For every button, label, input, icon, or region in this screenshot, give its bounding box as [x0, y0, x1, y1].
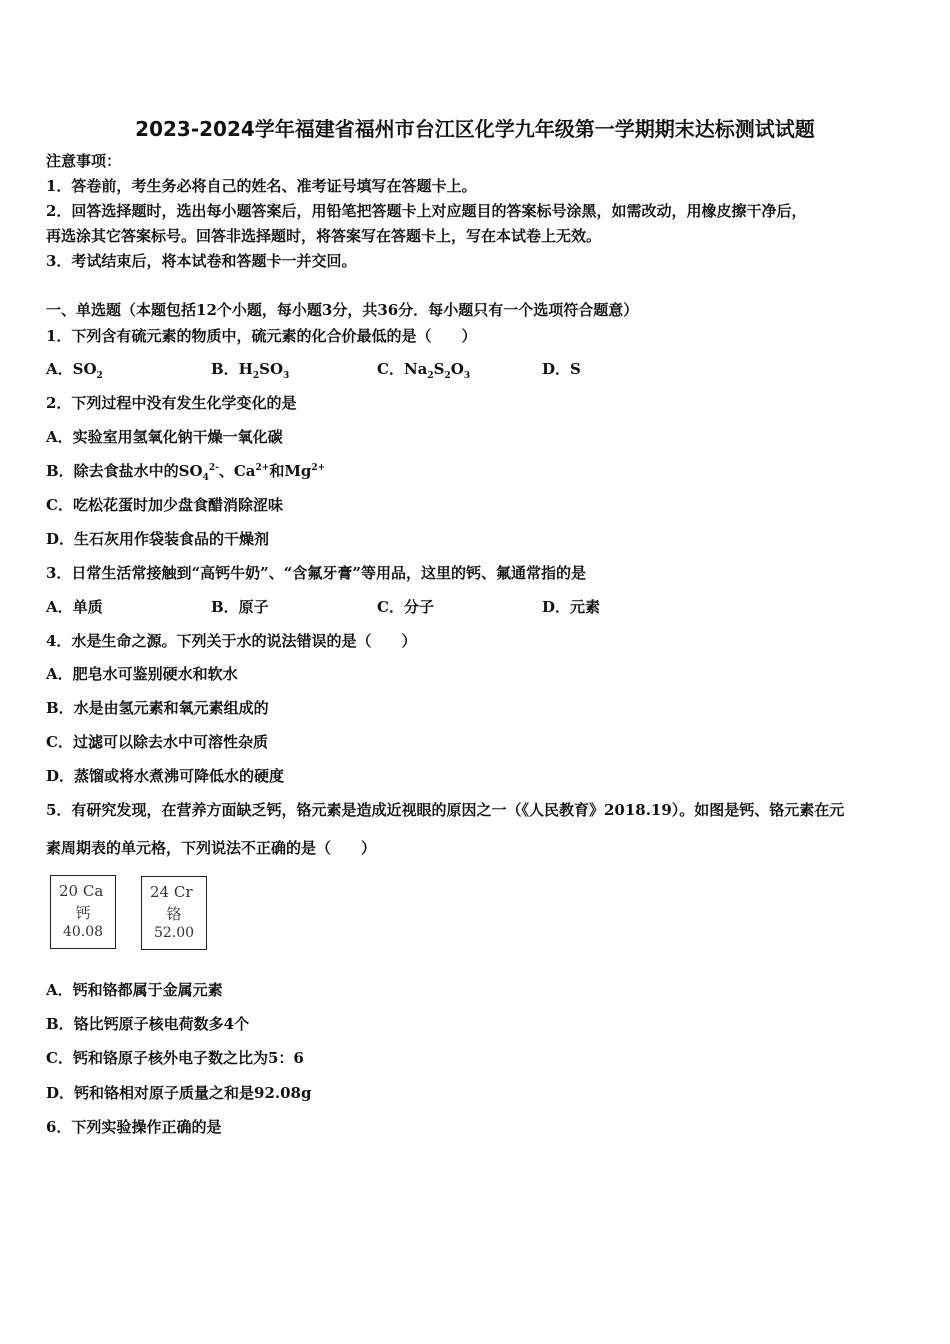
q3-option-a: A．单质: [46, 598, 103, 616]
q1-option-c: C．$Na_2S_2O_3$: [377, 360, 471, 381]
notice-item-1: 1．答卷前，考生务必将自己的姓名、准考证号填写在答题卡上。: [46, 177, 477, 195]
q5-option-a: A．钙和铬都属于金属元素: [46, 981, 223, 999]
q2-option-b: B．除去食盐水中的$SO_4^{2-}$、$Ca^{2+}$和$Mg^{2+}$: [46, 462, 326, 483]
q3-stem: 3．日常生活常接触到“高钙牛奶”、“含氟牙膏”等用品，这里的钙、氟通常指的是: [46, 564, 586, 582]
q1-stem: 1．下列含有硫元素的物质中，硫元素的化合价最低的是（ ）: [46, 327, 477, 345]
element-cell-calcium: [50, 875, 116, 949]
q4-option-d: D．蒸馏或将水煮沸可降低水的硬度: [46, 767, 285, 785]
q5-option-b: B．铬比钙原子核电荷数多4个: [46, 1015, 250, 1033]
chromium-name: 铬: [166, 905, 182, 923]
q6-stem: 6．下列实验操作正确的是: [46, 1118, 222, 1136]
q1-option-b: B．$H_2SO_3$: [211, 360, 290, 381]
section-heading: 一、单选题（本题包括12个小题，每小题3分，共36分．每小题只有一个选项符合题意）: [46, 301, 639, 319]
notice-item-2b: 再选涂其它答案标号。回答非选择题时，将答案写在答题卡上，写在本试卷上无效。: [46, 227, 602, 245]
q2-option-c: C．吃松花蛋时加少盘食醋消除涩味: [46, 496, 283, 514]
q1-option-a: A．$SO_2$: [46, 360, 103, 381]
notice-item-3: 3．考试结束后，将本试卷和答题卡一并交回。: [46, 252, 357, 270]
calcium-number-symbol: 20 Ca: [59, 882, 104, 900]
q4-option-b: B．水是由氢元素和氧元素组成的: [46, 699, 269, 717]
q3-option-c: C．分子: [377, 598, 434, 616]
q4-option-a: A．肥皂水可鉴别硬水和软水: [46, 665, 238, 683]
q2-option-d: D．生石灰用作袋装食品的干燥剂: [46, 530, 270, 548]
page-title: 2023-2024学年福建省福州市台江区化学九年级第一学期期末达标测试试题: [135, 117, 815, 141]
q5-option-d: D．钙和铬相对原子质量之和是92.08g: [46, 1084, 312, 1102]
q2-option-a: A．实验室用氢氧化钠干燥一氧化碳: [46, 428, 283, 446]
q5-option-c: C．钙和铬原子核外电子数之比为5：6: [46, 1049, 304, 1067]
q3-option-b: B．原子: [211, 598, 269, 616]
notice-heading: 注意事项：: [46, 152, 122, 170]
q5-stem-line1: 5．有研究发现，在营养方面缺乏钙，铬元素是造成近视眼的原因之一（《人民教育》2018.19）。如图是钙、铬元素在元: [46, 801, 845, 819]
calcium-mass: 40.08: [62, 924, 104, 940]
chromium-number-symbol: 24 Cr: [150, 883, 193, 901]
q5-stem-line2: 素周期表的单元格，下列说法不正确的是（ ）: [46, 839, 377, 857]
q1-option-d: D．S: [542, 360, 581, 378]
element-cell-chromium: [141, 876, 207, 950]
q4-option-c: C．过滤可以除去水中可溶性杂质: [46, 733, 268, 751]
chromium-mass: 52.00: [153, 925, 195, 941]
q4-stem: 4．水是生命之源。下列关于水的说法错误的是（ ）: [46, 632, 417, 650]
notice-item-2a: 2．回答选择题时，选出每小题答案后，用铅笔把答题卡上对应题目的答案标号涂黑，如需改动，用橡皮擦干净后，: [46, 202, 807, 220]
q3-option-d: D．元素: [542, 598, 601, 616]
calcium-name: 钙: [75, 904, 91, 922]
q2-stem: 2．下列过程中没有发生化学变化的是: [46, 394, 297, 412]
